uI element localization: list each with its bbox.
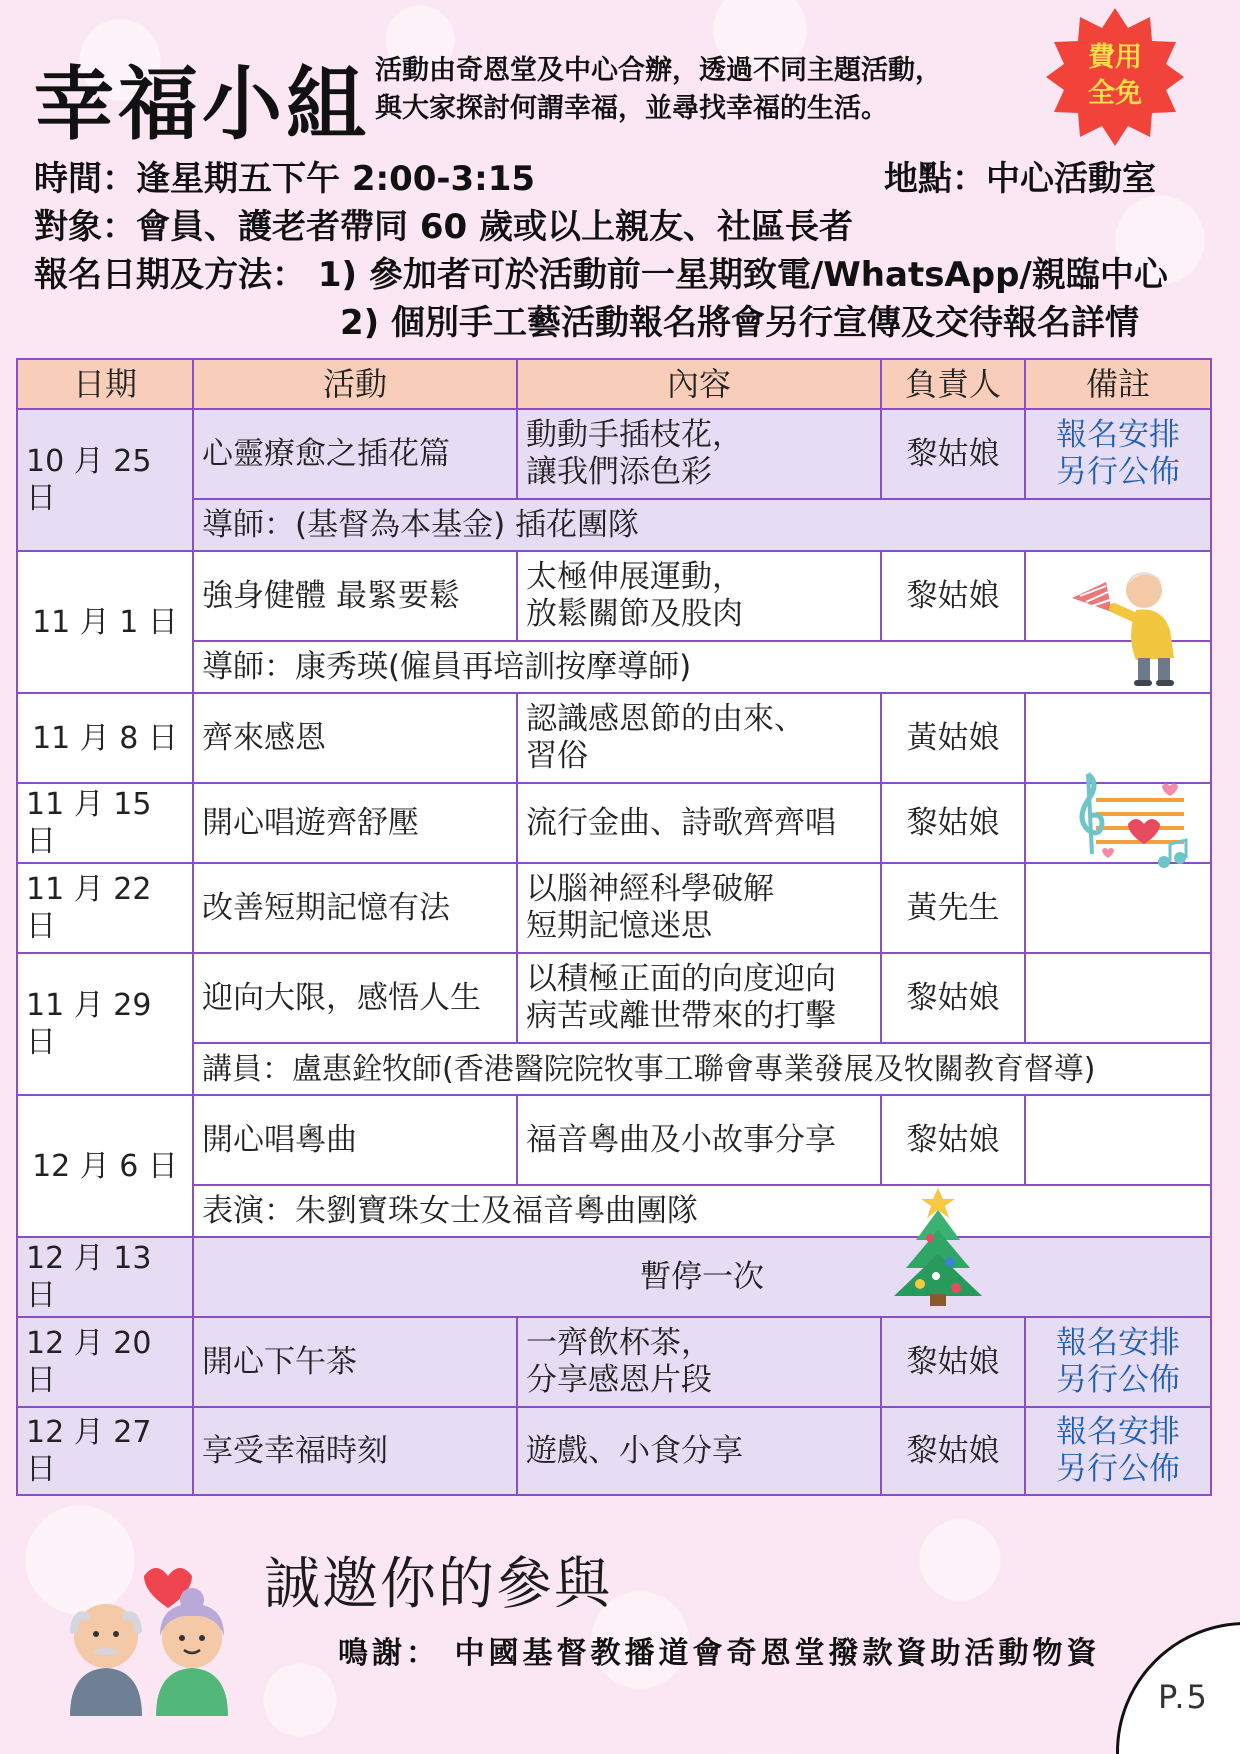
table-row-date: 11 月 22 日 xyxy=(16,862,194,954)
table-row-remark xyxy=(1024,862,1212,954)
table-row-person: 黎姑娘 xyxy=(880,952,1026,1044)
table-row-content: 太極伸展運動， 放鬆關節及股肉 xyxy=(516,550,882,642)
table-row-person: 黃先生 xyxy=(880,862,1026,954)
table-row-date: 11 月 29 日 xyxy=(16,952,194,1096)
table-row-person: 黎姑娘 xyxy=(880,1094,1026,1186)
table-row-remark: 報名安排 另行公佈 xyxy=(1024,1406,1212,1496)
header-date: 日期 xyxy=(16,358,194,410)
table-row-person: 黃姑娘 xyxy=(880,692,1026,784)
table-row-remark xyxy=(1024,952,1212,1044)
table-row-content: 流行金曲、詩歌齊齊唱 xyxy=(516,782,882,864)
page-number: P.5 xyxy=(1158,1678,1209,1716)
table-row-note: 導師：(基督為本基金) 插花團隊 xyxy=(192,498,1212,552)
table-row-person: 黎姑娘 xyxy=(880,550,1026,642)
table-row-note: 講員：盧惠銓牧師(香港醫院院牧事工聯會專業發展及牧關教育督導) xyxy=(192,1042,1212,1096)
free-badge xyxy=(1046,8,1184,146)
table-row-activity: 心靈療愈之插花篇 xyxy=(192,408,518,500)
table-row-activity: 迎向大限，感悟人生 xyxy=(192,952,518,1044)
intro-line-2: 與大家探討何謂幸福，並尋找幸福的生活。 xyxy=(375,93,888,124)
table-row-date: 11 月 8 日 xyxy=(16,692,194,784)
page-title: 幸福小組 xyxy=(34,58,370,151)
intro-text xyxy=(375,52,942,128)
elderly-couple-icon xyxy=(56,1552,246,1716)
table-row-person: 黎姑娘 xyxy=(880,1316,1026,1408)
info-signup-2: 2) 個別手工藝活動報名將會另行宣傳及交待報名詳情 xyxy=(340,303,1140,343)
table-row-person: 黎姑娘 xyxy=(880,782,1026,864)
thanks-text: 鳴謝： 中國基督教播道會奇恩堂撥款資助活動物資 xyxy=(338,1636,1101,1671)
table-row-content: 認識感恩節的由來、 習俗 xyxy=(516,692,882,784)
info-time: 時間：逢星期五下午 2:00-3:15 xyxy=(34,159,536,199)
schedule-table xyxy=(16,358,1212,1496)
tai-chi-elder-icon xyxy=(1066,560,1196,688)
table-row-activity: 強身健體 最緊要鬆 xyxy=(192,550,518,642)
intro-line-1: 活動由奇恩堂及中心合辦，透過不同主題活動， xyxy=(375,55,942,86)
table-row-content: 以積極正面的向度迎向 病苦或離世帶來的打擊 xyxy=(516,952,882,1044)
table-row-activity: 開心下午茶 xyxy=(192,1316,518,1408)
table-row-content: 一齊飲杯茶， 分享感恩片段 xyxy=(516,1316,882,1408)
info-venue: 地點：中心活動室 xyxy=(884,159,1156,199)
badge-line-1: 費用 xyxy=(1088,42,1142,73)
info-target: 對象：會員、護老者帶同 60 歲或以上親友、社區長者 xyxy=(34,207,853,247)
table-row-date: 10 月 25 日 xyxy=(16,408,194,552)
table-row-content: 福音粵曲及小故事分享 xyxy=(516,1094,882,1186)
header-activity: 活動 xyxy=(192,358,518,410)
header-person: 負責人 xyxy=(880,358,1026,410)
badge-line-2: 全免 xyxy=(1088,78,1142,109)
table-row-activity: 齊來感恩 xyxy=(192,692,518,784)
table-row-activity: 享受幸福時刻 xyxy=(192,1406,518,1496)
table-row-date: 12 月 20 日 xyxy=(16,1316,194,1408)
table-row-content: 遊戲、小食分享 xyxy=(516,1406,882,1496)
table-row-remark xyxy=(1024,1094,1212,1186)
christmas-tree-icon xyxy=(890,1188,986,1308)
table-row-date: 12 月 27 日 xyxy=(16,1406,194,1496)
invite-heading: 誠邀你的參與 xyxy=(264,1552,612,1617)
table-row-activity: 開心唱遊齊舒壓 xyxy=(192,782,518,864)
table-row-activity: 改善短期記憶有法 xyxy=(192,862,518,954)
table-row-note: 表演：朱劉寶珠女士及福音粵曲團隊 xyxy=(192,1184,1212,1238)
table-row-date: 12 月 13 日 xyxy=(16,1236,194,1318)
header-content: 內容 xyxy=(516,358,882,410)
table-row-note: 導師：康秀瑛(僱員再培訓按摩導師) xyxy=(192,640,1212,694)
table-row-date: 11 月 15 日 xyxy=(16,782,194,864)
table-row-person: 黎姑娘 xyxy=(880,408,1026,500)
table-row-merged: 暫停一次 xyxy=(192,1236,1212,1318)
music-notes-icon xyxy=(1066,764,1190,874)
table-row-content: 動動手插枝花， 讓我們添色彩 xyxy=(516,408,882,500)
table-row-date: 12 月 6 日 xyxy=(16,1094,194,1238)
table-row-remark: 報名安排 另行公佈 xyxy=(1024,1316,1212,1408)
header-remark: 備註 xyxy=(1024,358,1212,410)
table-row-person: 黎姑娘 xyxy=(880,1406,1026,1496)
table-row-remark: 報名安排 另行公佈 xyxy=(1024,408,1212,500)
info-signup-1: 報名日期及方法： 1) 參加者可於活動前一星期致電/WhatsApp/親臨中心 xyxy=(34,255,1168,295)
table-row-activity: 開心唱粵曲 xyxy=(192,1094,518,1186)
table-row-content: 以腦神經科學破解 短期記憶迷思 xyxy=(516,862,882,954)
table-row-date: 11 月 1 日 xyxy=(16,550,194,694)
